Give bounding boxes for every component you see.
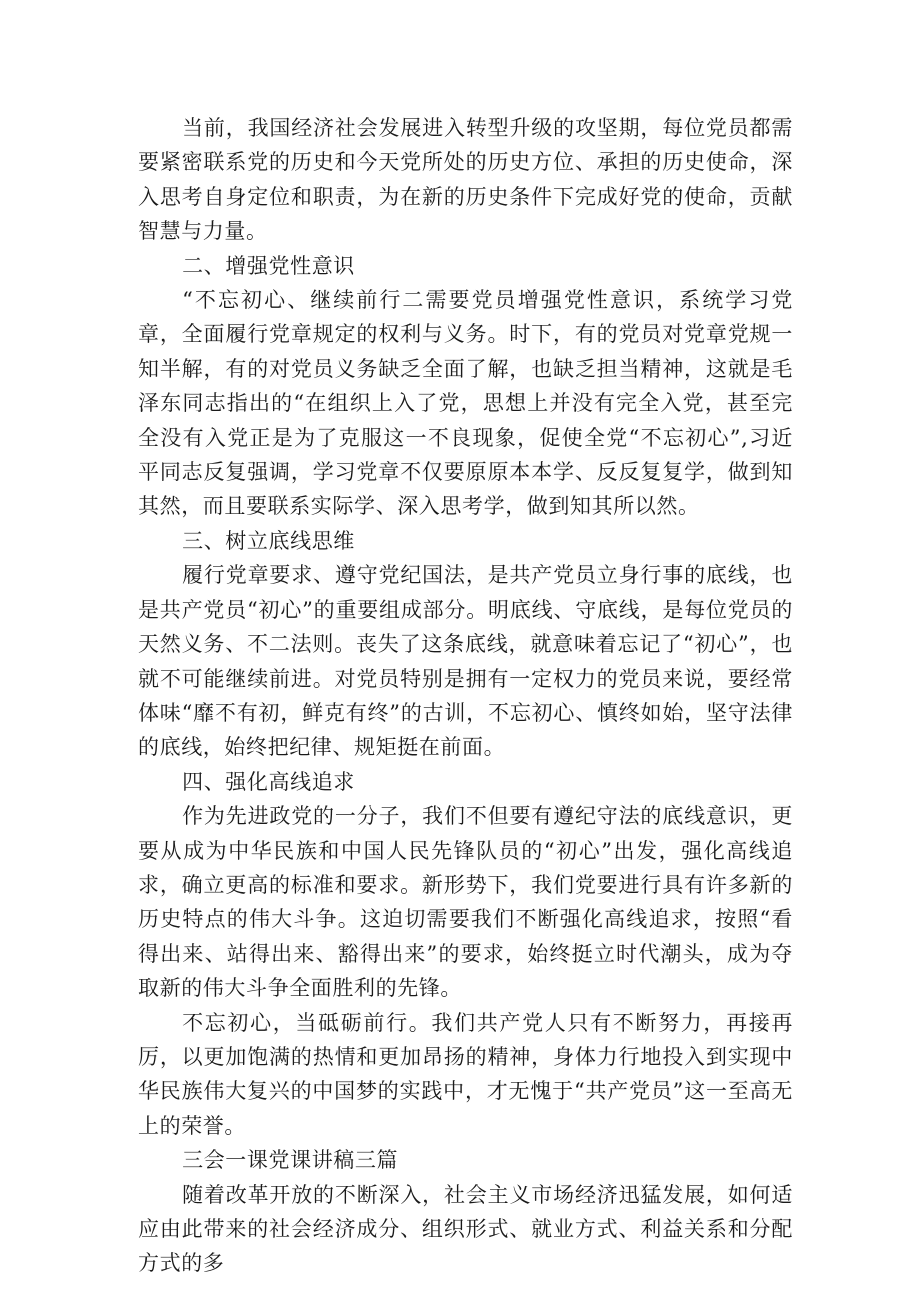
paragraph: 随着改革开放的不断深入，社会主义市场经济迅猛发展，如何适应由此带来的社会经济成分、组织形式、就业方式、利益关系和分配方式的多	[138, 1182, 793, 1276]
paragraph: 当前，我国经济社会发展进入转型升级的攻坚期，每位党员都需要紧密联系党的历史和今天党所处的历史方位、承担的历史使命，深入思考自身定位和职责，为在新的历史条件下完成好党的使命，贡献智慧与力量。	[138, 116, 793, 244]
paragraph: “不忘初心、继续前行二需要党员增强党性意识，系统学习党章，全面履行党章规定的权利与义务。时下，有的党员对党章党规一知半解，有的对党员义务缺乏全面了解，也缺乏担当精神，这就是毛泽东同志指出的“在组织上入了党，思想上并没有完全入党，甚至完全没有入党正是为了克服这一不良现象，促使全党“不忘初心”,习近平同志反复强调，学习党章不仅要原原本本学、反反复复学，做到知其然，而且要联系实际学、深入思考学，做到知其所以然。	[138, 288, 793, 519]
document-body	[138, 111, 793, 1281]
section-heading: 三会一课党课讲稿三篇	[182, 1148, 399, 1173]
paragraph: 作为先进政党的一分子，我们不但要有遵纪守法的底线意识，更要从成为中华民族和中国人民先锋队员的“初心”出发，强化高线追求，确立更高的标准和要求。新形势下，我们党要进行具有许多新的历史特点的伟大斗争。这迫切需要我们不断强化高线追求，按照“看得出来、站得出来、豁得出来”的要求，始终挺立时代潮头，成为夺取新的伟大斗争全面胜利的先锋。	[138, 804, 793, 1001]
section-heading: 三、树立底线思维	[182, 528, 355, 553]
section-heading: 二、增强党性意识	[182, 253, 355, 278]
paragraph: 履行党章要求、遵守党纪国法，是共产党员立身行事的底线，也是共产党员“初心”的重要组成部分。明底线、守底线，是每位党员的天然义务、不二法则。丧失了这条底线，就意味着忘记了“初心”，也就不可能继续前进。对党员特别是拥有一定权力的党员来说，要经常体味“靡不有初，鲜克有终”的古训，不忘初心、慎终如始，坚守法律的底线，始终把纪律、规矩挺在前面。	[138, 563, 793, 760]
paragraph: 不忘初心，当砥砺前行。我们共产党人只有不断努力，再接再厉，以更加饱满的热情和更加昂扬的精神，身体力行地投入到实现中华民族伟大复兴的中国梦的实践中，才无愧于“共产党员”这一至高无上的荣誉。	[138, 1010, 793, 1138]
section-heading: 四、强化高线追求	[182, 769, 355, 794]
